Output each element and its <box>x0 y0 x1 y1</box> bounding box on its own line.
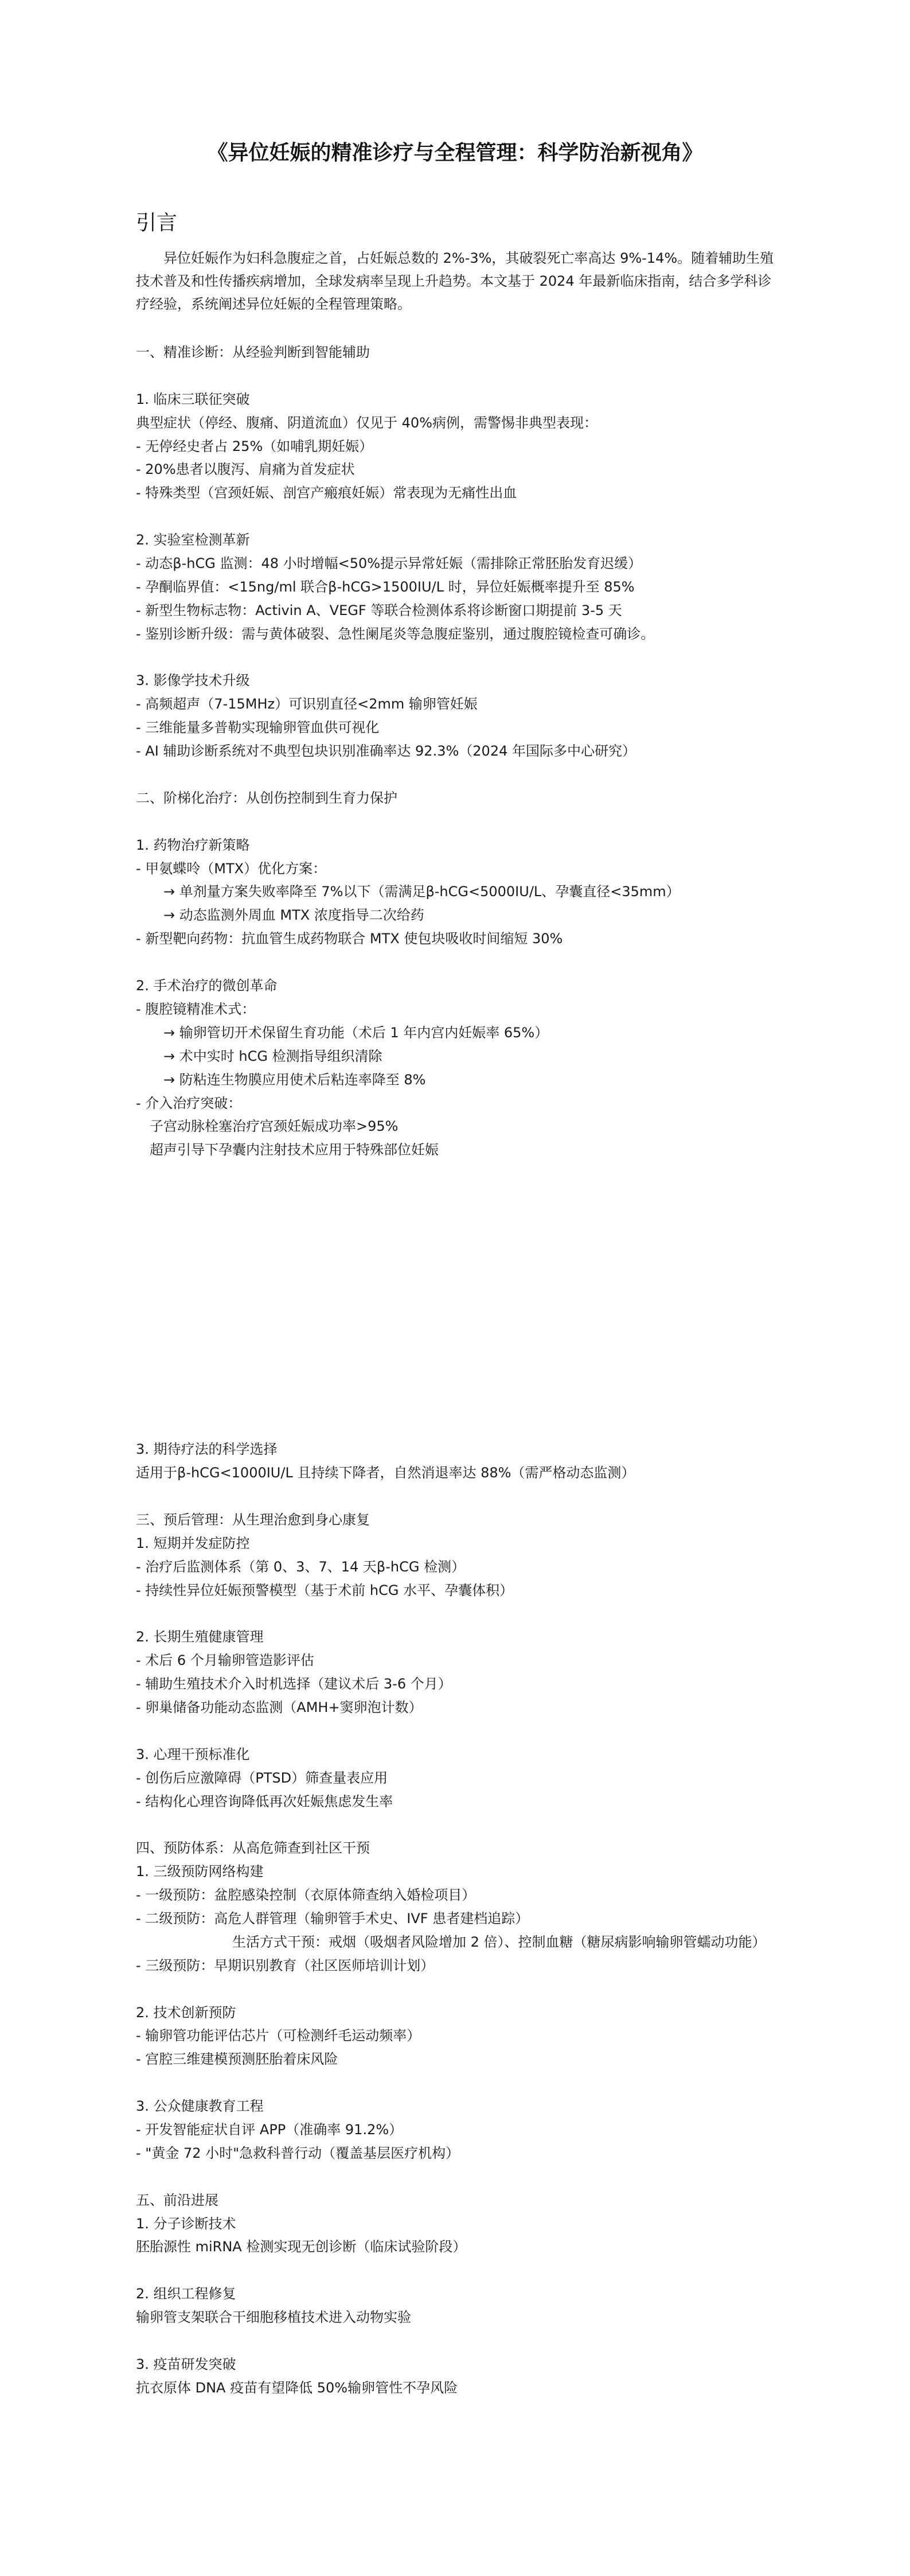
document-body <box>136 341 776 2400</box>
bullet-item: - 一级预防：盆腔感染控制（衣原体筛查纳入婚检项目） <box>136 1887 476 1904</box>
bullet-item: - 新型靶向药物：抗血管生成药物联合 MTX 使包块吸收时间缩短 30% <box>136 931 563 947</box>
subsection-heading: 2. 长期生殖健康管理 <box>136 1629 264 1645</box>
bullet-item: - 二级预防：高危人群管理（输卵管手术史、IVF 患者建档追踪） <box>136 1910 529 1927</box>
section-heading: 三、预后管理：从生理治愈到身心康复 <box>136 1511 370 1528</box>
bullet-item: - 结构化心理咨询降低再次妊娠焦虑发生率 <box>136 1793 393 1810</box>
subsection-heading: 2. 手术治疗的微创革命 <box>136 978 278 994</box>
bullet-item: - "黄金 72 小时"急救科普行动（覆盖基层医疗机构） <box>136 2145 460 2161</box>
subsection-heading: 3. 疫苗研发突破 <box>136 2356 236 2372</box>
bullet-item: - 宫腔三维建模预测胚胎着床风险 <box>136 2051 338 2068</box>
bullet-item: - 介入治疗突破： <box>136 1095 242 1111</box>
section-heading: 四、预防体系：从高危筛查到社区干预 <box>136 1840 370 1857</box>
indented-text: 子宫动脉栓塞治疗宫颈妊娠成功率>95% <box>150 1118 399 1135</box>
subsection-heading: 1. 三级预防网络构建 <box>136 1863 264 1880</box>
bullet-item: - 无停经史者占 25%（如哺乳期妊娠） <box>136 438 373 454</box>
bullet-item: - 创伤后应激障碍（PTSD）筛查量表应用 <box>136 1769 388 1786</box>
bullet-item: - 卵巢储备功能动态监测（AMH+窦卵泡计数） <box>136 1699 423 1715</box>
section-heading: 五、前沿进展 <box>136 2192 218 2208</box>
subsection-heading: 1. 药物治疗新策略 <box>136 836 250 853</box>
arrow-item: → 防粘连生物膜应用使术后粘连率降至 8% <box>163 1071 426 1088</box>
intro-paragraph: 异位妊娠作为妇科急腹症之首，占妊娠总数的 2%-3%，其破裂死亡率高达 9%-14%。随着辅助生殖技术普及和性传播疾病增加，全球发病率呈现上升趋势。本文基于 2024 年最新临床指南，结合多学科诊疗经验，系统阐述异位妊娠的全程管理策略。 <box>136 250 774 312</box>
bullet-item: - 术后 6 个月输卵管造影评估 <box>136 1652 314 1669</box>
bullet-item: - AI 辅助诊断系统对不典型包块识别准确率达 92.3%（2024 年国际多中心研究） <box>136 743 636 760</box>
bullet-item: - 特殊类型（宫颈妊娠、剖宫产瘢痕妊娠）常表现为无痛性出血 <box>136 485 517 501</box>
arrow-item: → 动态监测外周血 MTX 浓度指导二次给药 <box>163 907 424 924</box>
subsection-heading: 3. 公众健康教育工程 <box>136 2098 264 2115</box>
bullet-item: - 腹腔镜精准术式： <box>136 1001 256 1017</box>
wrapped-bullet-item: 生活方式干预：戒烟（吸烟者风险增加 2 倍）、控制血糖（糖尿病影响输卵管蠕动功能） <box>232 1933 766 1950</box>
arrow-item: → 单剂量方案失败率降至 7%以下（需满足β-hCG<5000IU/L、孕囊直径<35mm） <box>163 884 680 900</box>
subsection-heading: 3. 期待疗法的科学选择 <box>136 1441 278 1458</box>
subsection-heading: 2. 组织工程修复 <box>136 2286 236 2302</box>
bullet-item: - 输卵管功能评估芯片（可检测纤毛运动频率） <box>136 2028 421 2044</box>
subsection-heading: 3. 心理干预标准化 <box>136 1746 250 1762</box>
subsection-heading: 2. 技术创新预防 <box>136 2004 236 2021</box>
bullet-item: - 开发智能症状自评 APP（准确率 91.2%） <box>136 2122 403 2138</box>
document-title: 《异位妊娠的精准诊疗与全程管理：科学防治新视角》 <box>207 141 703 165</box>
text-line: 输卵管支架联合干细胞移植技术进入动物实验 <box>136 2309 411 2326</box>
bullet-item: - 持续性异位妊娠预警模型（基于术前 hCG 水平、孕囊体积） <box>136 1582 514 1598</box>
bullet-item: - 辅助生殖技术介入时机选择（建议术后 3-6 个月） <box>136 1676 452 1692</box>
subsection-heading: 1. 分子诊断技术 <box>136 2215 236 2232</box>
bullet-item: - 甲氨蝶呤（MTX）优化方案： <box>136 860 327 877</box>
bullet-item: - 鉴别诊断升级：需与黄体破裂、急性阑尾炎等急腹症鉴别，通过腹腔镜检查可确诊。 <box>136 625 655 642</box>
bullet-item: - 高频超声（7-15MHz）可识别直径<2mm 输卵管妊娠 <box>136 696 478 713</box>
bullet-item: - 新型生物标志物：Activin A、VEGF 等联合检测体系将诊断窗口期提前 3-5 天 <box>136 602 622 618</box>
section-heading: 一、精准诊断：从经验判断到智能辅助 <box>136 344 370 360</box>
text-line: 典型症状（停经、腹痛、阴道流血）仅见于 40%病例，需警惕非典型表现： <box>136 414 597 431</box>
bullet-item: - 治疗后监测体系（第 0、3、7、14 天β-hCG 检测） <box>136 1558 466 1575</box>
intro-heading: 引言 <box>136 211 178 235</box>
indented-text: 超声引导下孕囊内注射技术应用于特殊部位妊娠 <box>150 1142 439 1158</box>
arrow-item: → 输卵管切开术保留生育功能（术后 1 年内宫内妊娠率 65%） <box>163 1024 549 1041</box>
section-heading: 二、阶梯化治疗：从创伤控制到生育力保护 <box>136 789 397 806</box>
text-line: 适用于β-hCG<1000IU/L 且持续下降者，自然消退率达 88%（需严格动态监测） <box>136 1465 635 1481</box>
subsection-heading: 2. 实验室检测革新 <box>136 532 250 548</box>
subsection-heading: 1. 短期并发症防控 <box>136 1535 250 1551</box>
text-line: 胚胎源性 miRNA 检测实现无创诊断（临床试验阶段） <box>136 2239 467 2255</box>
subsection-heading: 3. 影像学技术升级 <box>136 672 250 689</box>
text-line: 抗衣原体 DNA 疫苗有望降低 50%输卵管性不孕风险 <box>136 2379 458 2396</box>
bullet-item: - 20%患者以腹泻、肩痛为首发症状 <box>136 461 355 478</box>
bullet-item: - 三级预防：早期识别教育（社区医师培训计划） <box>136 1957 435 1974</box>
bullet-item: - 三维能量多普勒实现输卵管血供可视化 <box>136 719 380 736</box>
subsection-heading: 1. 临床三联征突破 <box>136 391 250 407</box>
bullet-item: - 动态β-hCG 监测：48 小时增幅<50%提示异常妊娠（需排除正常胚胎发育迟缓） <box>136 555 642 572</box>
bullet-item: - 孕酮临界值：<15ng/ml 联合β-hCG>1500IU/L 时，异位妊娠概率提升至 85% <box>136 578 635 595</box>
arrow-item: → 术中实时 hCG 检测指导组织清除 <box>163 1048 382 1064</box>
